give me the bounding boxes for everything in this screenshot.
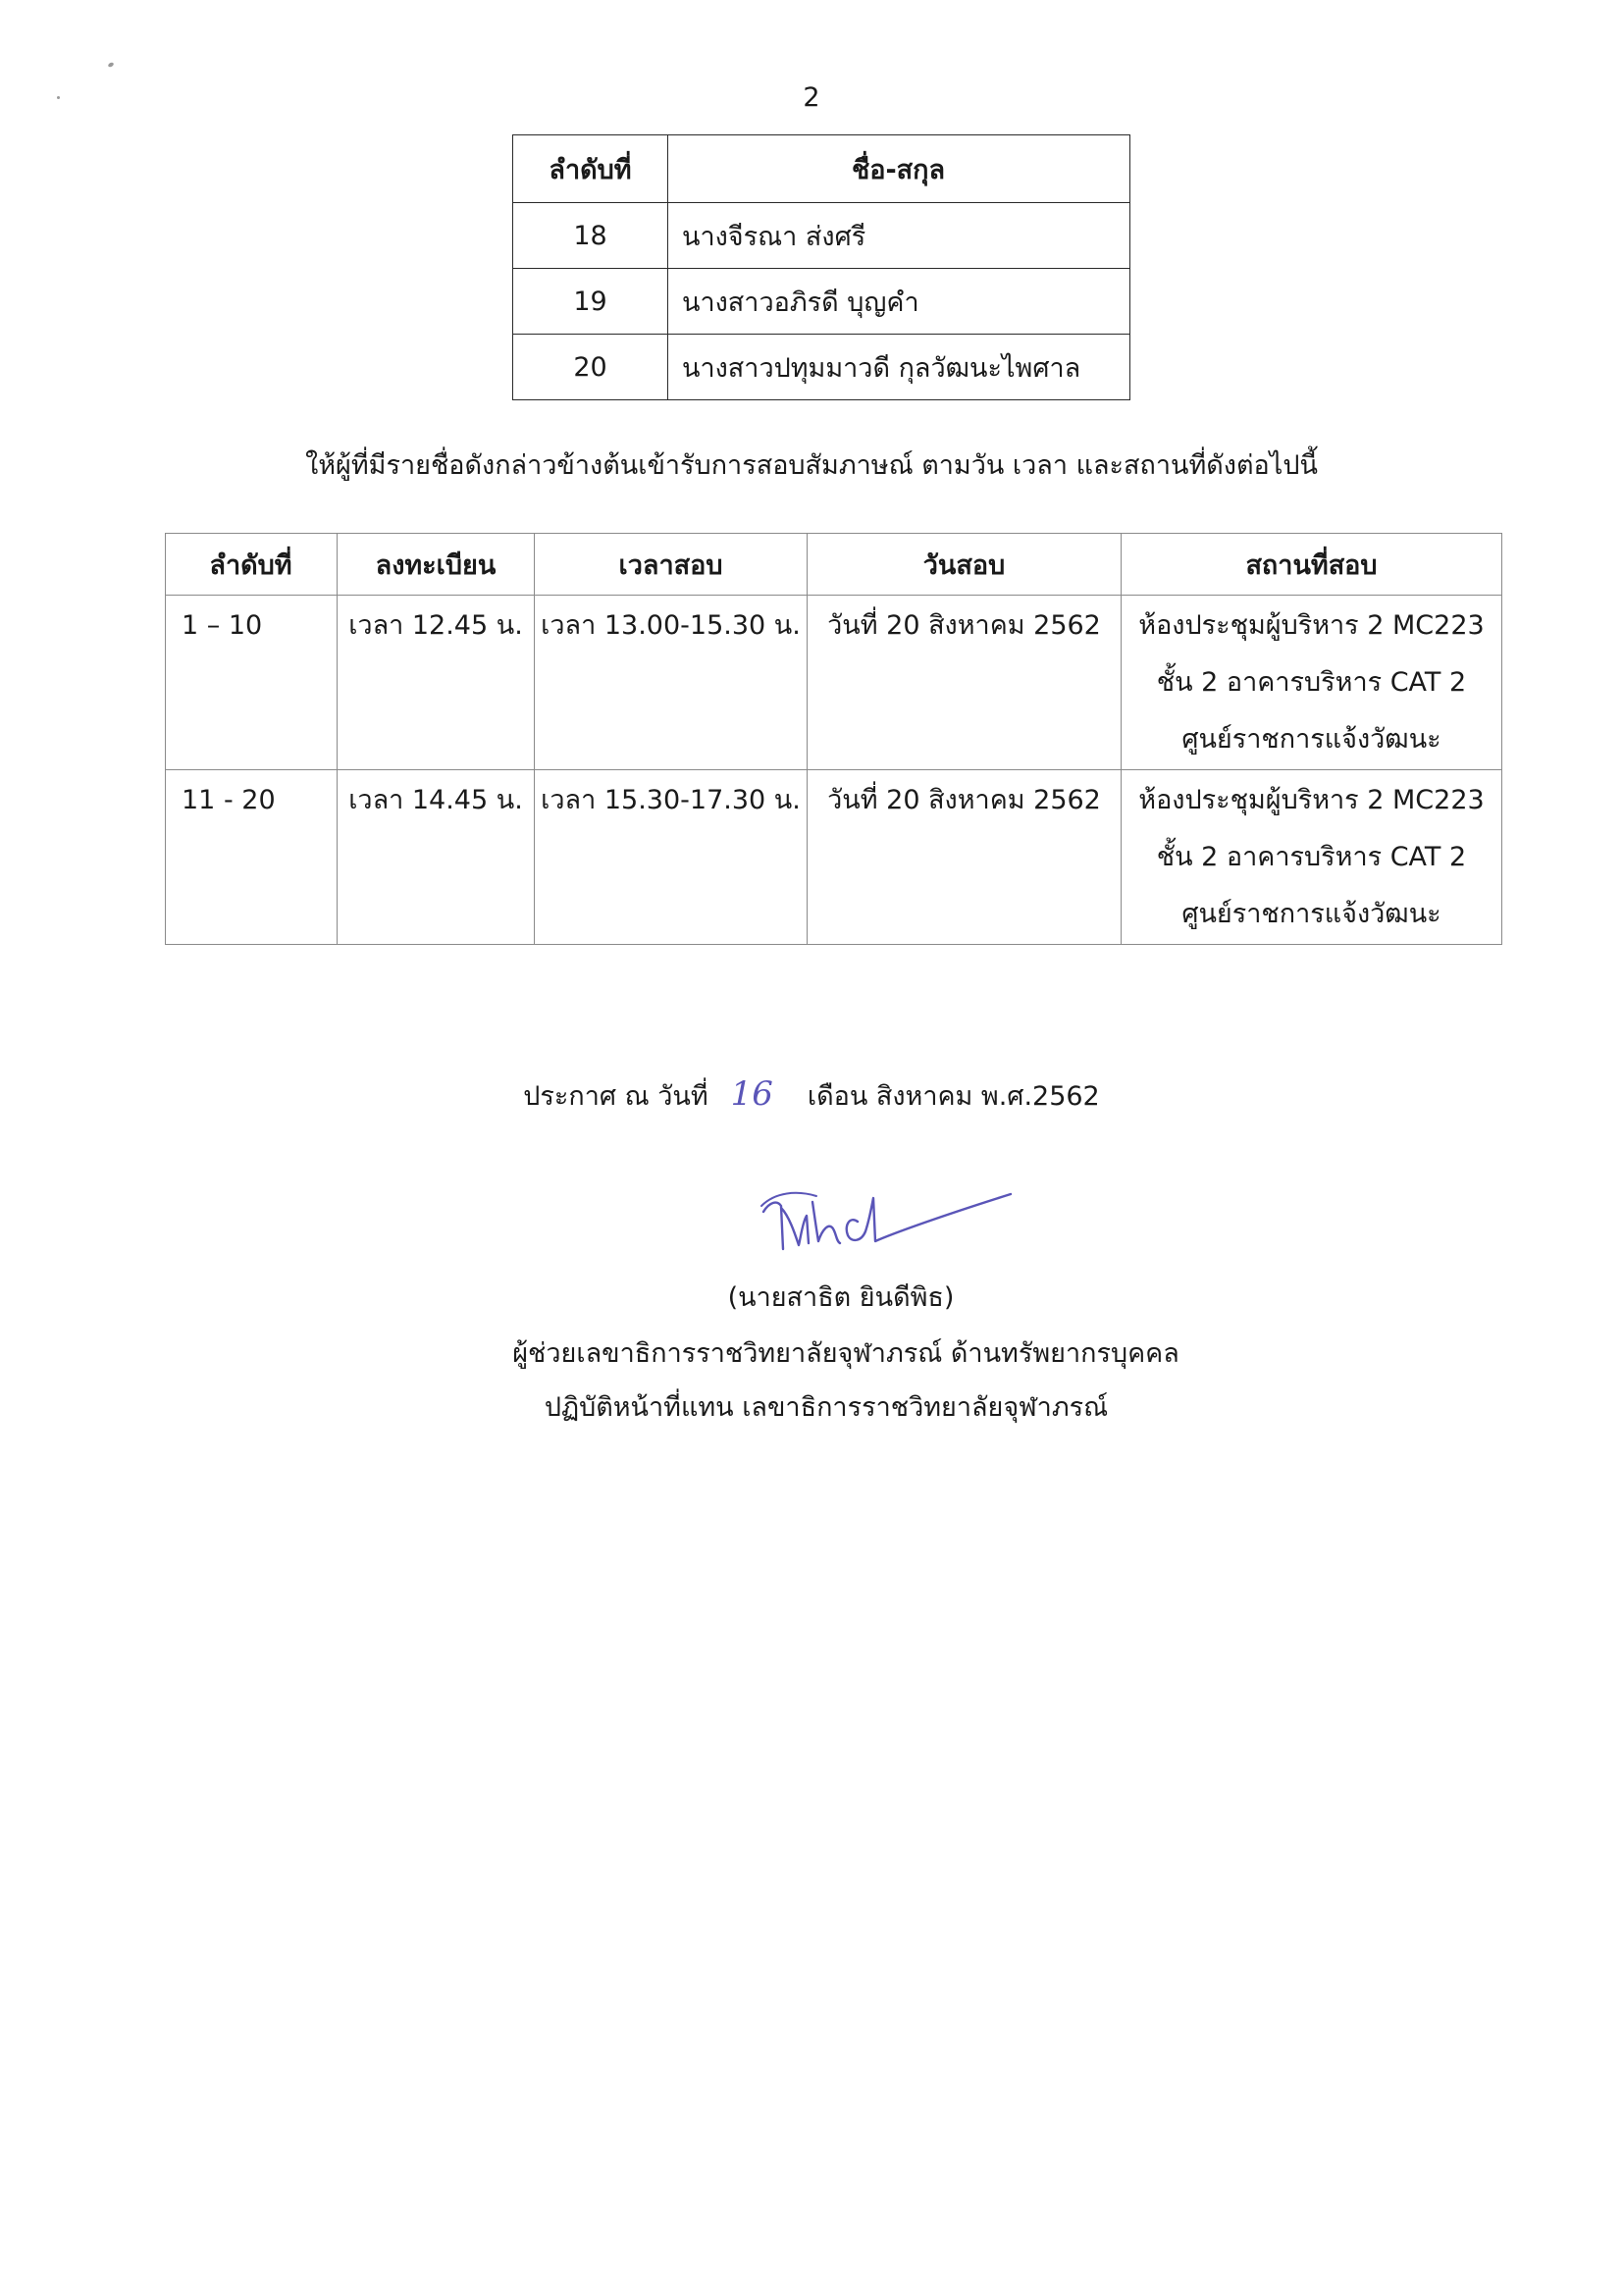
column-header-order: ลำดับที่ — [166, 534, 338, 596]
location-line: ศูนย์ราชการแจ้งวัฒนะ — [1181, 724, 1441, 755]
column-header-register: ลงทะเบียน — [338, 534, 535, 596]
table-row — [166, 770, 1502, 945]
table-row — [513, 269, 1130, 335]
scan-speck — [57, 96, 60, 99]
intro-text: ให้ผู้ที่มีรายชื่อดังกล่าวข้างต้นเข้ารับการสอบสัมภาษณ์ ตามวัน เวลา และสถานที่ดังต่อไปนี้ — [305, 450, 1318, 481]
cell-location — [1122, 770, 1502, 945]
table-header-row — [513, 135, 1130, 203]
column-header-name: ชื่อ-สกุล — [668, 135, 1130, 203]
proclamation-suffix: เดือน สิงหาคม พ.ศ.2562 — [807, 1081, 1100, 1112]
column-header-location: สถานที่สอบ — [1122, 534, 1502, 596]
table-row — [513, 335, 1130, 400]
cell-exam-time: เวลา 15.30-17.30 น. — [535, 770, 808, 945]
location-line: ห้องประชุมผู้บริหาร 2 MC223 — [1138, 785, 1485, 815]
page-number: 2 — [803, 82, 820, 113]
table-row — [513, 203, 1130, 269]
proclamation-prefix: ประกาศ ณ วันที่ — [523, 1081, 708, 1112]
cell-name: นางจีรณา ส่งศรี — [668, 203, 1130, 269]
location-line: ศูนย์ราชการแจ้งวัฒนะ — [1181, 899, 1441, 929]
cell-order: 19 — [513, 269, 668, 335]
scan-speck — [107, 62, 114, 68]
signatory-name: (นายสาธิต ยินดีพิธ) — [727, 1282, 955, 1313]
schedule-table — [165, 533, 1502, 945]
cell-register: เวลา 14.45 น. — [338, 770, 535, 945]
column-header-exam-time: เวลาสอบ — [535, 534, 808, 596]
signature-image — [756, 1173, 1021, 1261]
cell-exam-date: วันที่ 20 สิงหาคม 2562 — [808, 770, 1122, 945]
table-row — [166, 596, 1502, 770]
cell-exam-time: เวลา 13.00-15.30 น. — [535, 596, 808, 770]
proclamation-line — [0, 1074, 1623, 1117]
signatory-position-line1: ผู้ช่วยเลขาธิการราชวิทยาลัยจุฬาภรณ์ ด้านทรัพยากรบุคคล — [512, 1338, 1179, 1369]
cell-order: 20 — [513, 335, 668, 400]
cell-name: นางสาวปทุมมาวดี กุลวัฒนะไพศาล — [668, 335, 1130, 400]
cell-exam-date: วันที่ 20 สิงหาคม 2562 — [808, 596, 1122, 770]
handwritten-day: 16 — [730, 1074, 773, 1114]
cell-order: 11 - 20 — [166, 770, 338, 945]
cell-name: นางสาวอภิรดี บุญคำ — [668, 269, 1130, 335]
cell-register: เวลา 12.45 น. — [338, 596, 535, 770]
cell-order: 18 — [513, 203, 668, 269]
cell-order: 1 – 10 — [166, 596, 338, 770]
signatory-position-line2: ปฏิบัติหน้าที่แทน เลขาธิการราชวิทยาลัยจุฬาภรณ์ — [544, 1392, 1109, 1423]
location-line: ห้องประชุมผู้บริหาร 2 MC223 — [1138, 610, 1485, 641]
column-header-exam-date: วันสอบ — [808, 534, 1122, 596]
column-header-order: ลำดับที่ — [513, 135, 668, 203]
table-header-row — [166, 534, 1502, 596]
cell-location — [1122, 596, 1502, 770]
location-line: ชั้น 2 อาคารบริหาร CAT 2 — [1156, 667, 1467, 698]
names-table — [512, 134, 1130, 400]
location-line: ชั้น 2 อาคารบริหาร CAT 2 — [1156, 842, 1467, 872]
